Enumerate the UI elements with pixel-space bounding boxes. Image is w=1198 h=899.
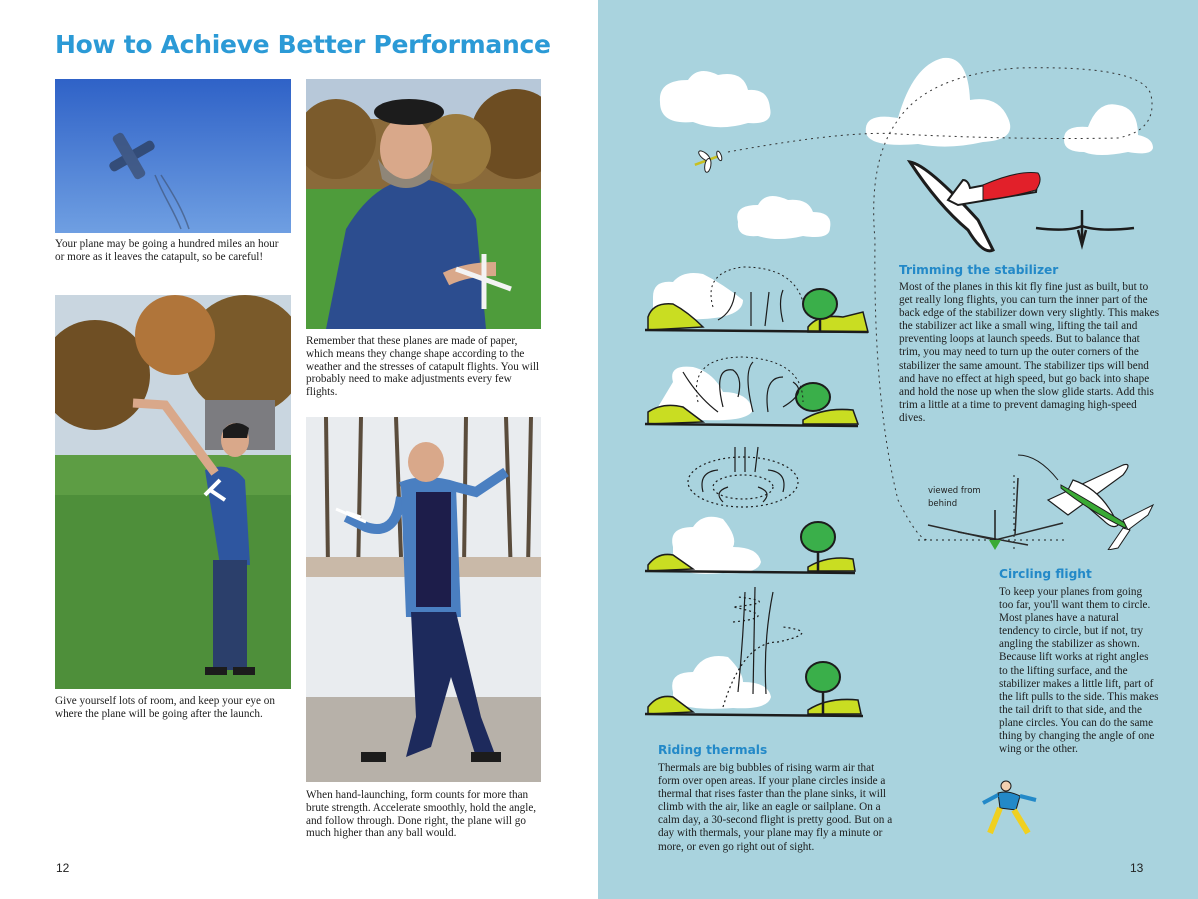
heading-riding-thermals: Riding thermals <box>658 743 768 757</box>
green-plane-icon <box>1018 455 1153 550</box>
running-person-icon <box>978 778 1048 838</box>
photo-man-holding-plane <box>306 79 541 329</box>
thermal-scene-5 <box>645 587 863 716</box>
photo-man-hand-launching <box>306 417 541 782</box>
stabilizer-front-view-icon <box>1036 210 1134 245</box>
small-plane-icon <box>691 143 726 176</box>
photo-plane-in-sky <box>55 79 291 233</box>
stabilizer-plane-icon <box>910 162 1040 251</box>
body-circling-flight: To keep your planes from going too far, you'll want them to circle. Most planes have a natural tendency to circle, but if not, try angling the stabilizer as shown. Because lift works at right angles to the lifting surface, and the stabilizer makes a little lift, part of the lift pulls to the side. This makes the tail drift to that side, and the plane circles. You can do the same thing by changing the angle of one wing or the other. <box>999 586 1159 756</box>
caption-plane-in-sky: Your plane may be going a hundred miles an hour or more as it leaves the catapult, so be careful! <box>55 238 279 263</box>
thermal-scene-3 <box>688 447 798 507</box>
thermal-scene-2 <box>645 357 858 426</box>
left-page <box>0 0 598 899</box>
heading-circling-flight: Circling flight <box>999 567 1092 581</box>
thermal-scene-4 <box>645 517 855 574</box>
page-number-right: 13 <box>1130 861 1144 875</box>
heading-trimming-stabilizer: Trimming the stabilizer <box>899 263 1059 277</box>
cloud-icon <box>660 58 1153 239</box>
thermal-diagrams <box>643 262 873 742</box>
thermal-scene-1 <box>645 267 868 332</box>
caption-man-hand-launching: When hand-launching, form counts for more than brute strength. Accelerate smoothly, hold the angle, and follow through. Done right, the plane will go much higher than any ball would. <box>306 789 537 840</box>
page-number-left: 12 <box>56 861 70 875</box>
right-page <box>598 0 1198 899</box>
caption-man-holding-plane: Remember that these planes are made of paper, which means they change shape according to the weather and the stresses of catapult flights. You will probably need to make adjustments every few flights. <box>306 335 540 399</box>
body-riding-thermals: Thermals are big bubbles of rising warm air that form over open areas. If your plane circles inside a thermal that rises faster than the plane sinks, it will climb with the air, like an eagle or sailplane. On a calm day, a 30-second flight is pretty good. But on a day with thermals, your plane may fly a minute or more, or even go right out of sight. <box>658 762 893 853</box>
body-trimming-stabilizer: Most of the planes in this kit fly fine just as built, but to get really long flights, you can turn the inner part of the back edge of the stabilizer down very slightly. This makes the stabilizer act like a small wing, lifting the tail and preventing loops at launch speeds. But to balance that trim, you may need to turn up the outer corners of the stabilizer the same amount. The stabilizer tips will bend and have no effect at high speed, but go back into shape and hold the nose up when the slow glide starts. Add this trim a little at a time to prevent damaging high-speed dives. <box>899 281 1160 424</box>
caption-man-launching-park: Give yourself lots of room, and keep your eye on where the plane will be going after the launch. <box>55 695 275 720</box>
label-viewed-from-behind: viewed from behind <box>928 486 981 509</box>
photo-man-launching-park <box>55 295 291 689</box>
page-title: How to Achieve Better Performance <box>55 30 551 59</box>
